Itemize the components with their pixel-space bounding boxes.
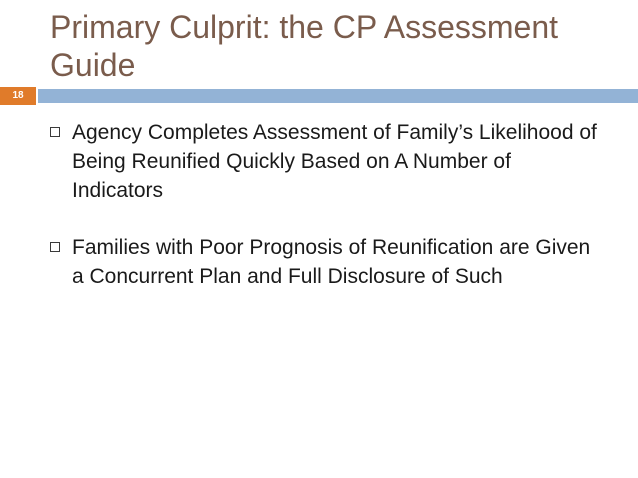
bullet-item [42,233,602,291]
title-divider-bar [38,89,638,103]
slide-number-badge: 18 [0,87,36,105]
square-bullet-icon [50,127,60,137]
bullet-text: Families with Poor Prognosis of Reunification are Given a Concurrent Plan and Full Disclosure of Such [72,236,591,288]
bullet-item [42,118,602,205]
bullet-text: Agency Completes Assessment of Family’s Likelihood of Being Reunified Quickly Based on A Number of Indicators [72,121,597,202]
bullet-list [42,118,602,319]
slide-title: Primary Culprit: the CP Assessment Guide [50,9,559,83]
square-bullet-icon [50,242,60,252]
